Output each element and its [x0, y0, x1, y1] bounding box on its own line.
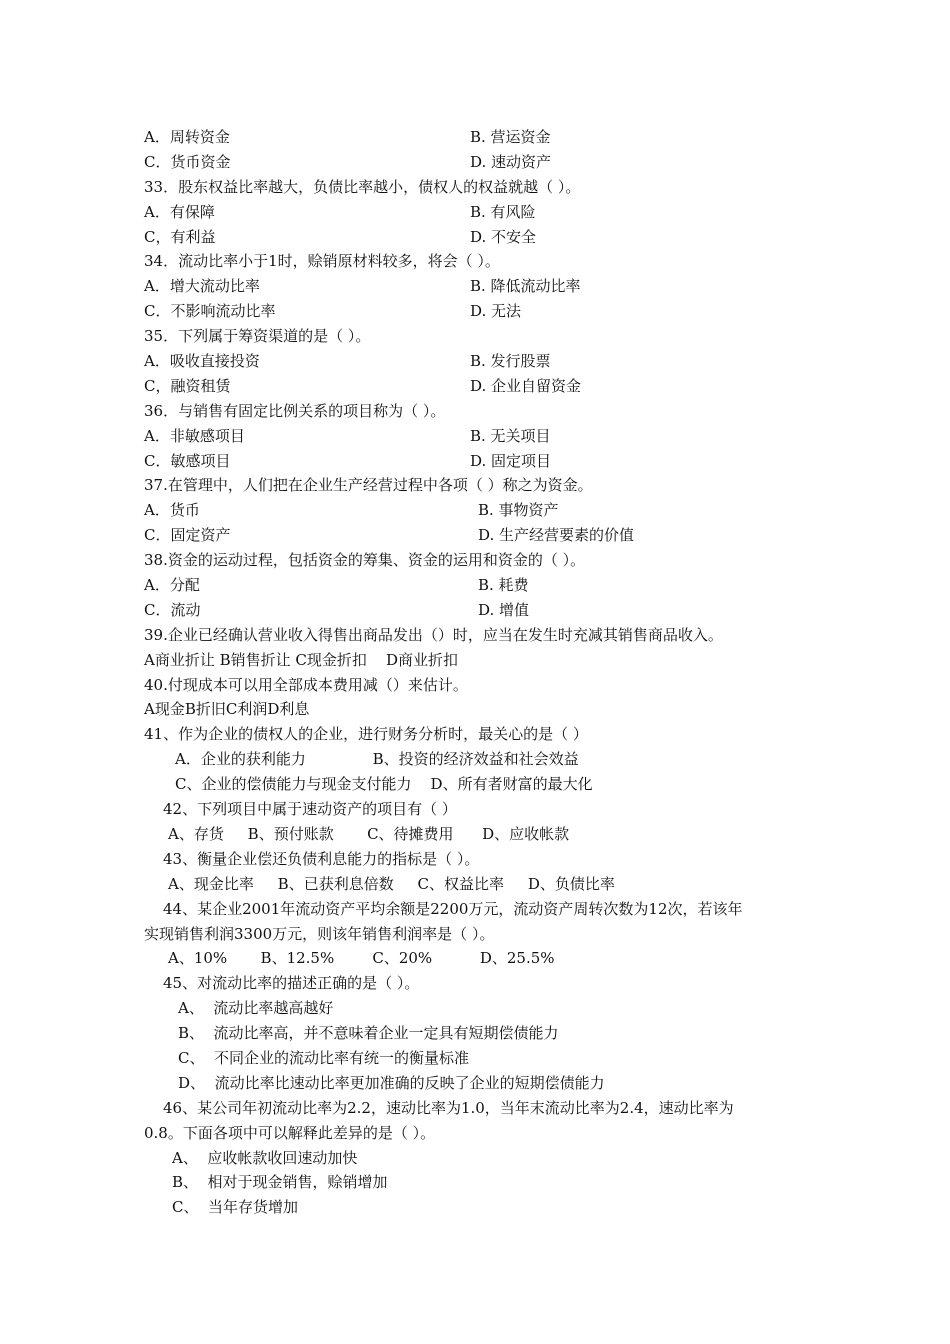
option-d: D. 生产经营要素的价值 [478, 526, 635, 545]
question-42: 42、下列项目中属于速动资产的项目有（ ） [163, 800, 457, 819]
question-38: 38.资金的运动过程，包括资金的筹集、资金的运用和资金的（ ）。 [144, 551, 586, 570]
question-45-option-a: A、 流动比率越高越好 [178, 999, 334, 1018]
option-d: D. 无法 [470, 302, 522, 321]
question-39-options: A商业折让 B销售折让 C现金折扣 D商业折扣 [144, 650, 458, 669]
question-44-line2: 实现销售利润3300万元，则该年销售利润率是（ ）。 [144, 924, 495, 943]
question-36: 36．与销售有固定比例关系的项目称为（ ）。 [144, 401, 446, 420]
question-46-line1: 46、某公司年初流动比率为2.2，速动比率为1.0，当年末流动比率为2.4，速动比率为 [163, 1098, 734, 1117]
option-d: D. 企业自留资金 [470, 376, 582, 395]
option-row [144, 125, 824, 150]
question-40: 40.付现成本可以用全部成本费用减（）来估计。 [144, 675, 468, 694]
option-b: B. 有风险 [470, 202, 536, 221]
question-39: 39.企业已经确认营业收入得售出商品发出（）时，应当在发生时充减其销售商品收入。 [144, 625, 723, 644]
question-37: 37.在管理中，人们把在企业生产经营过程中各项（ ）称之为资金。 [144, 476, 593, 495]
option-b: B. 事物资产 [478, 501, 559, 520]
option-d: D. 增值 [478, 600, 530, 619]
option-b: B. 降低流动比率 [470, 277, 581, 296]
option-row [144, 150, 824, 175]
question-45: 45、对流动比率的描述正确的是（ ）。 [163, 974, 420, 993]
option-d: D. 速动资产 [470, 152, 552, 171]
option-row [144, 225, 824, 250]
option-row [144, 274, 824, 299]
question-45-option-b: B、 流动比率高，并不意味着企业一定具有短期偿债能力 [178, 1024, 559, 1043]
option-row [144, 200, 824, 225]
option-row [144, 449, 824, 474]
option-a: A．分配 [144, 576, 200, 595]
question-42-options: A、存货 B、预付账款 C、待摊费用 D、应收帐款 [168, 824, 570, 843]
option-a: A．非敏感项目 [144, 426, 245, 445]
option-a: A．增大流动比率 [144, 277, 260, 296]
option-b: B. 无关项目 [470, 426, 551, 445]
option-c: C．不影响流动比率 [144, 302, 276, 321]
option-d: D. 固定项目 [470, 451, 552, 470]
option-c: C．货币资金 [144, 152, 231, 171]
option-b: B. 发行股票 [470, 352, 551, 371]
option-row [144, 573, 824, 598]
option-row [144, 523, 824, 548]
option-c: C．敏感项目 [144, 451, 231, 470]
question-46-option-a: A、 应收帐款收回速动加快 [172, 1148, 358, 1167]
question-46-option-c: C、 当年存货增加 [172, 1198, 299, 1217]
question-list [144, 125, 824, 1220]
question-33: 33．股东权益比率越大，负债比率越小，债权人的权益就越（ ）。 [144, 177, 581, 196]
option-a: A．有保障 [144, 202, 215, 221]
option-row [144, 424, 824, 449]
question-43-options: A、现金比率 B、已获利息倍数 C、权益比率 D、负债比率 [168, 874, 615, 893]
question-41-options-cd: C、企业的偿债能力与现金支付能力 D、所有者财富的最大化 [175, 775, 593, 794]
option-c: C，融资租赁 [144, 376, 231, 395]
question-35: 35．下列属于筹资渠道的是（ ）。 [144, 327, 371, 346]
question-46-line2: 0.8。下面各项中可以解释此差异的是（ ）。 [144, 1123, 436, 1142]
question-40-options: A现金B折旧C利润D利息 [144, 700, 310, 719]
question-41-options-ab: A．企业的获利能力 B、投资的经济效益和社会效益 [175, 750, 579, 769]
question-45-option-c: C、 不同企业的流动比率有统一的衡量标准 [178, 1048, 470, 1067]
option-d: D. 不安全 [470, 227, 537, 246]
option-a: A．货币 [144, 501, 200, 520]
question-46-option-b: B、 相对于现金销售，赊销增加 [172, 1173, 388, 1192]
option-a: A．吸收直接投资 [144, 352, 260, 371]
question-43: 43、衡量企业偿还负债利息能力的指标是（ ）。 [163, 849, 480, 868]
option-c: C，有利益 [144, 227, 216, 246]
option-row [144, 299, 824, 324]
option-a: A．周转资金 [144, 128, 230, 146]
question-41: 41、作为企业的债权人的企业，进行财务分析时，最关心的是（ ） [144, 725, 588, 744]
question-45-option-d: D、 流动比率比速动比率更加准确的反映了企业的短期偿债能力 [178, 1073, 605, 1092]
option-b: B. 营运资金 [470, 128, 551, 146]
question-44-line1: 44、某企业2001年流动资产平均余额是2200万元，流动资产周转次数为12次，若该年 [163, 899, 743, 918]
option-row [144, 498, 824, 523]
option-row [144, 598, 824, 623]
option-c: C．固定资产 [144, 526, 231, 545]
option-row [144, 374, 824, 399]
option-row [144, 349, 824, 374]
question-44-options: A、10% B、12.5% C、20% D、25.5% [168, 949, 555, 968]
option-b: B. 耗费 [478, 576, 529, 595]
question-34: 34．流动比率小于1时，赊销原材料较多，将会（ ）。 [144, 252, 500, 271]
option-c: C．流动 [144, 600, 201, 619]
